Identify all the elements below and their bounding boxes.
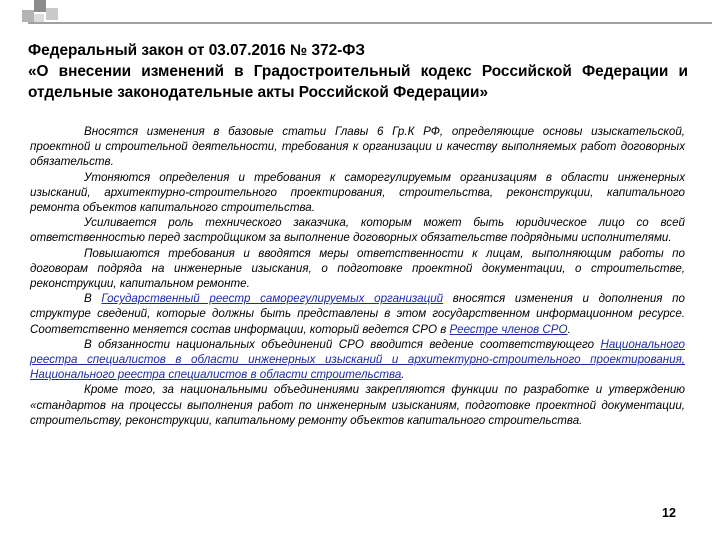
p6-text-end: . bbox=[401, 368, 405, 382]
p5-text-middle: вносятся изменения и дополнения по структуре сведений, которые должны быть представлены в этом государственном информационном ресурсе. Соответственно меняется состав информации, который ведется СРО в bbox=[30, 292, 685, 336]
p6-text-start: В обязанности национальных объединений СРО вводится ведение соответствующего bbox=[84, 337, 601, 351]
paragraph-6 bbox=[30, 337, 685, 383]
header-rule bbox=[28, 22, 712, 24]
sro-members-register-link[interactable]: Реестре членов СРО bbox=[449, 322, 568, 336]
slide-title bbox=[28, 40, 688, 103]
p5-text-start: В bbox=[84, 292, 102, 306]
paragraph-4: Повышаются требования и вводятся меры ответственности к лицам, выполняющим работы по договорам подряда на инженерные изыскания, о подготовке проектной документации, о строительстве, реконструкции, капитальном ремонте. bbox=[30, 246, 685, 291]
paragraph-1: Вносятся изменения в базовые статьи Главы 6 Гр.К РФ, определяющие основы изыскательской, проектной и строительной деятельности, требования к организации и качеству выполняемых работ договорных обязательств. bbox=[30, 125, 685, 169]
state-register-link[interactable]: Государственный реестр саморегулируемых организаций bbox=[101, 292, 444, 306]
title-law-number: Федеральный закон от 03.07.2016 № 372-ФЗ bbox=[28, 42, 366, 59]
paragraph-3: Усиливается роль технического заказчика, которым может быть юридическое лицо со всей ответственностью перед застройщиком за выполнение договорных обязательстве подрядными исполнителями. bbox=[30, 216, 685, 245]
national-specialists-register-link[interactable]: Национального реестра специалистов в области инженерных изысканий и архитектурно-строительного проектирования, Национального реестра специалистов в области строительства bbox=[30, 337, 685, 382]
body-text bbox=[30, 124, 685, 428]
paragraph-5 bbox=[30, 291, 685, 337]
paragraph-7: Кроме того, за национальными объединениями закрепляются функции по разработке и утверждению «стандартов на процессы выполнения работ по инженерным изысканиям, подготовке проектной документации, строительству, реконструкции, капитальному ремонту объектов капитального строительства. bbox=[30, 383, 685, 427]
p5-text-end: . bbox=[567, 322, 571, 336]
title-law-name: «О внесении изменений в Градостроительный кодекс Российской Федерации и отдельные законодательные акты Российской Федерации» bbox=[28, 63, 688, 101]
paragraph-2: Утоняются определения и требования к саморегулируемым организациям в области инженерных изысканий, архитектурно-строительного проектирования, строительства, реконструкции, капитального ремонта объектов капитального строительства. bbox=[30, 170, 685, 215]
corner-decoration bbox=[0, 0, 62, 40]
page-number: 12 bbox=[662, 506, 676, 520]
